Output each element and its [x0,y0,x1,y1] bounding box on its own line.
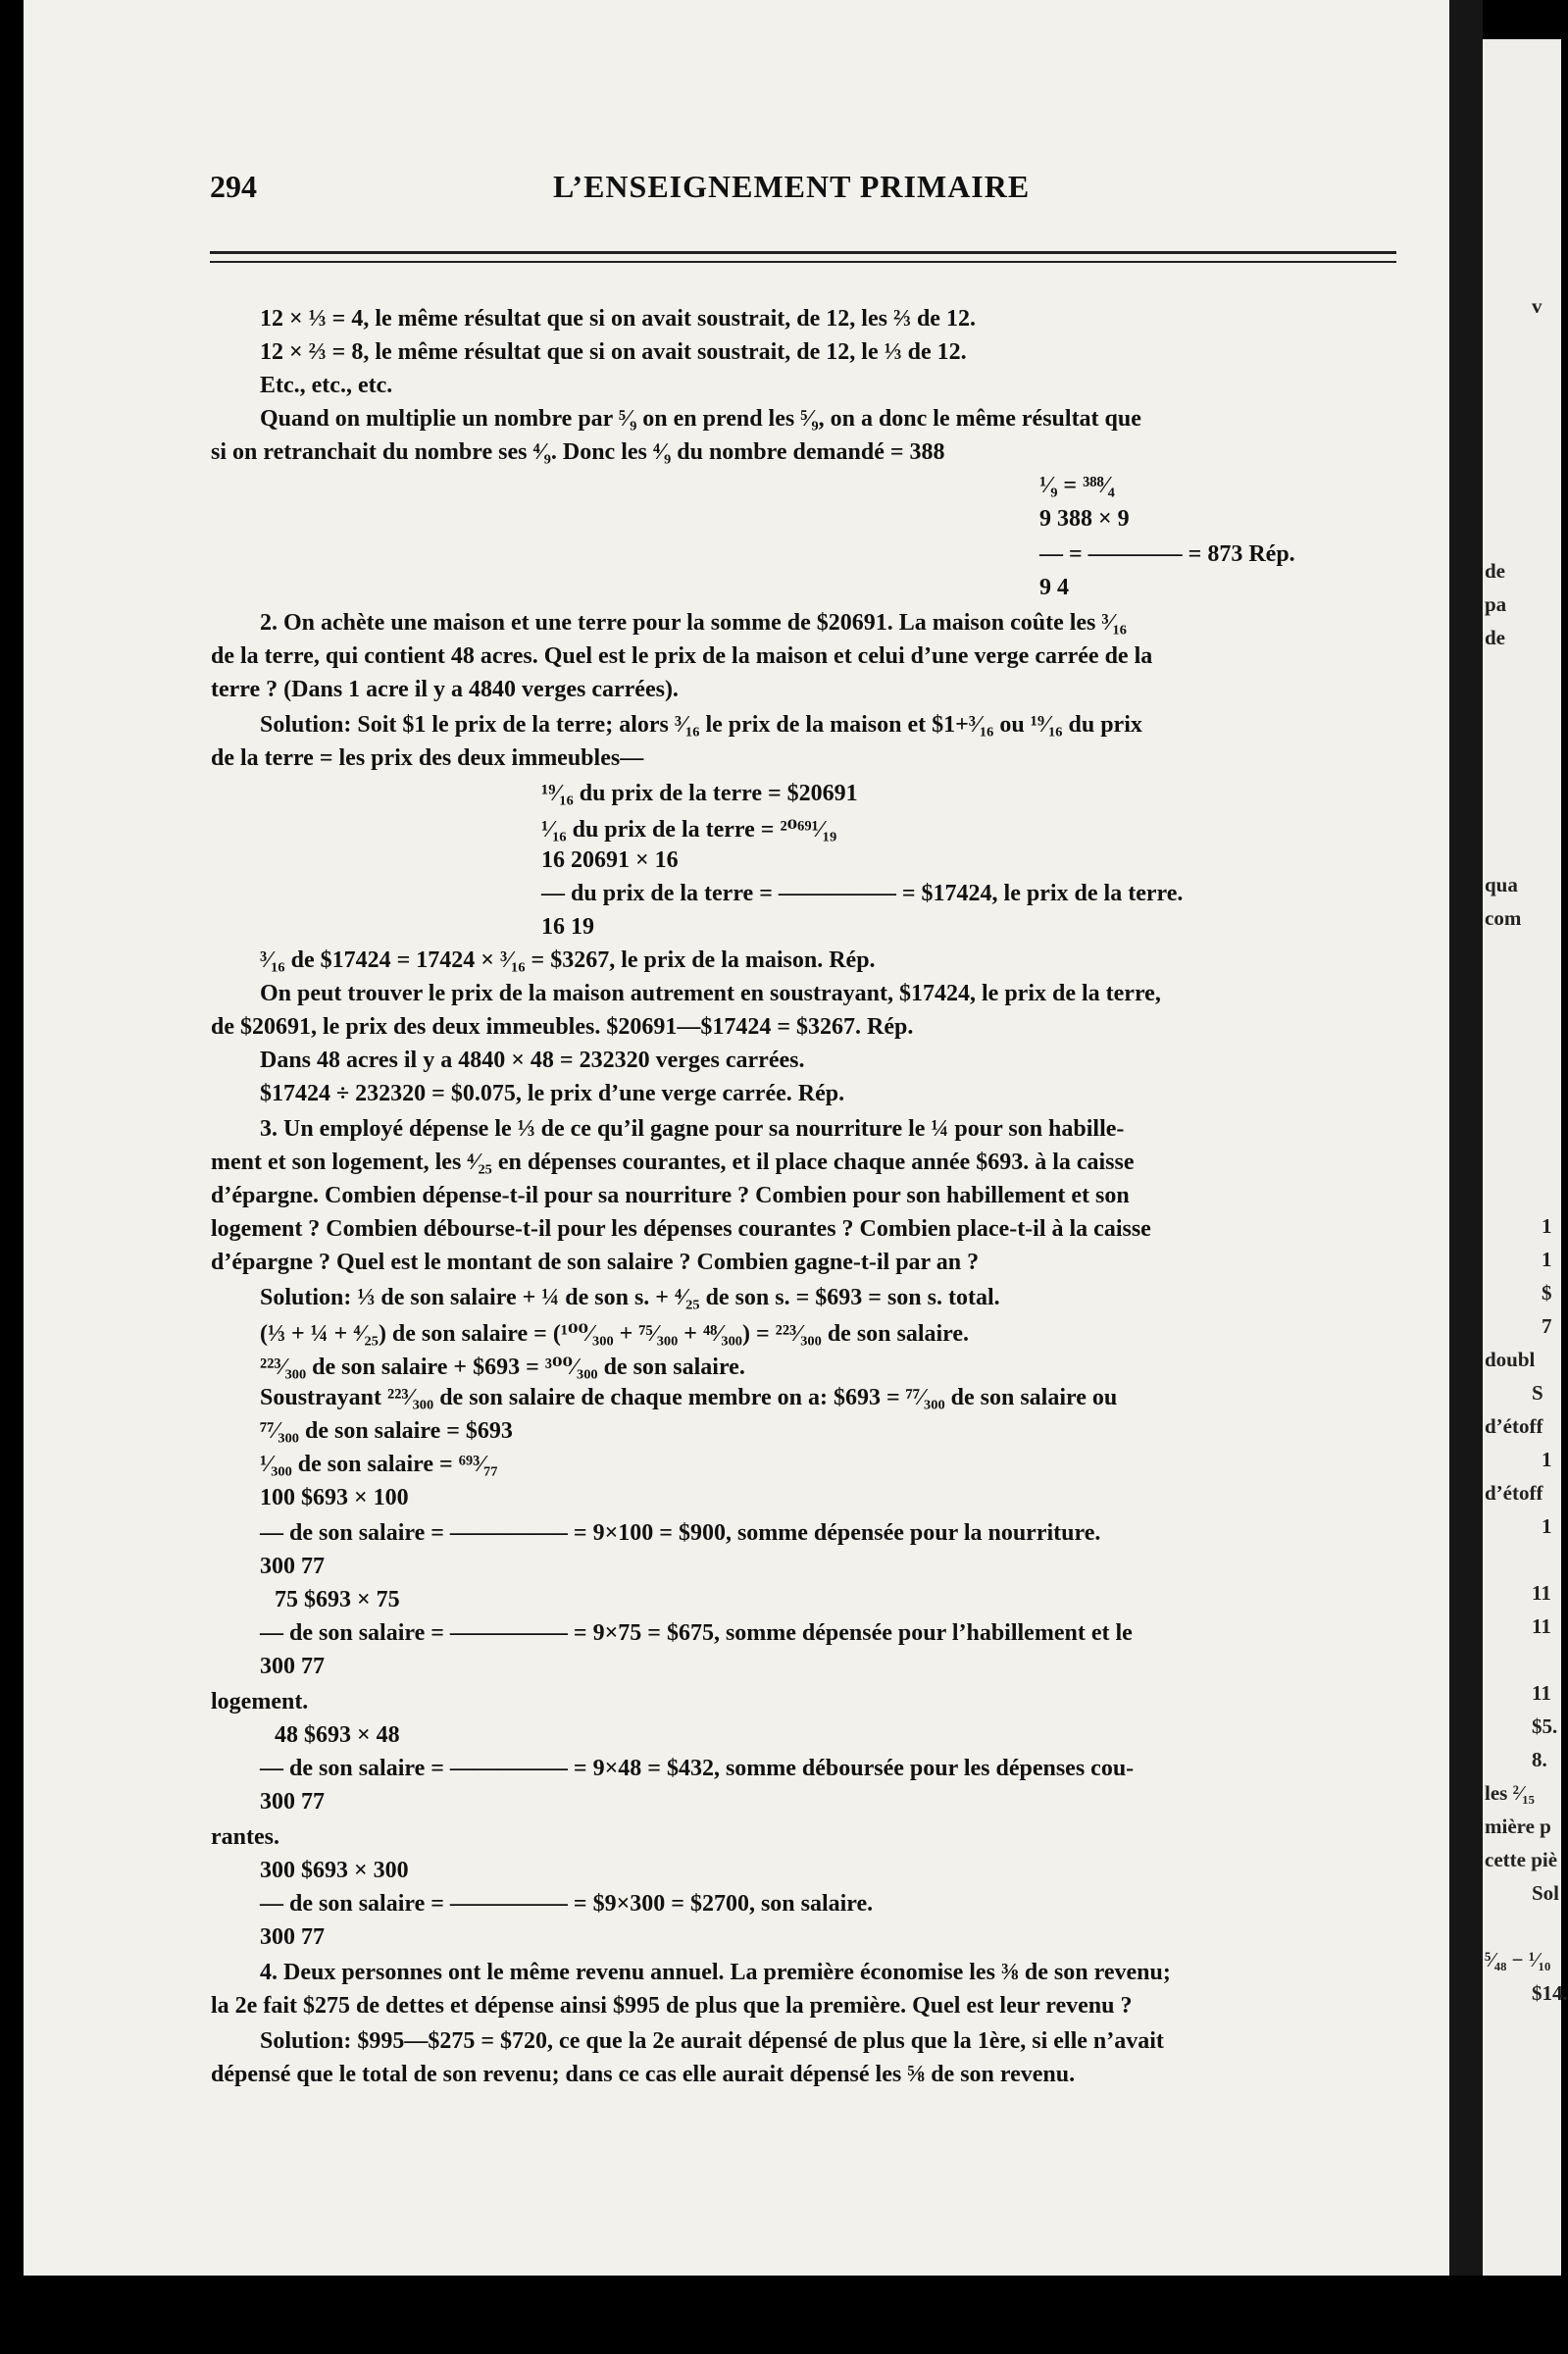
text-line: On peut trouver le prix de la maison autrement en soustrayant, $17424, le prix de la terre, [260,981,1161,1006]
text-line: rantes. [211,1824,279,1850]
text-line: la 2e fait $275 de dettes et dépense ainsi $995 de plus que la première. Quel est leur revenu ? [211,1993,1133,2019]
text-line: logement ? Combien débourse-t-il pour les dépenses courantes ? Combien place-t-il à la caisse [211,1216,1151,1242]
text-line: Solution: ⅓ de son salaire + ¼ de son s. + ⁴⁄₂₅ de son s. = $693 = son s. total. [260,1285,1000,1310]
text-line: 300 77 [260,1654,325,1679]
text-line: 300 77 [260,1554,325,1579]
text-line: 48 $693 × 48 [275,1722,400,1748]
facing-page-fragment: Sol [1532,1881,1560,1905]
text-line: — = ———— = 873 Rép. [1039,541,1295,567]
text-line: 75 $693 × 75 [275,1587,400,1612]
text-line: 12 × ⅔ = 8, le même résultat que si on avait soustrait, de 12, le ⅓ de 12. [260,339,967,365]
text-line: ⁷⁷⁄₃₀₀ de son salaire = $693 [260,1418,513,1444]
facing-page-fragment: qua [1485,873,1518,896]
header-rule-thin [210,261,1396,263]
facing-page-fragment: d’étoff [1485,1414,1543,1438]
text-line: Etc., etc., etc. [260,373,393,398]
text-line: si on retranchait du nombre ses ⁴⁄₉. Donc les ⁴⁄₉ du nombre demandé = 388 [211,439,945,465]
facing-page-fragment: d’étoff [1485,1481,1543,1505]
text-line: Dans 48 acres il y a 4840 × 48 = 232320 verges carrées. [260,1048,805,1073]
header-rule [210,251,1396,254]
text-line: — du prix de la terre = ————— = $17424, le prix de la terre. [541,881,1184,906]
facing-page-fragment: pa [1485,592,1507,616]
text-line: Quand on multiplie un nombre par ⁵⁄₉ on en prend les ⁵⁄₉, on a donc le même résultat que [260,406,1141,432]
text-line: $17424 ÷ 232320 = $0.075, le prix d’une verge carrée. Rép. [260,1081,845,1106]
text-line: Solution: Soit $1 le prix de la terre; alors ³⁄₁₆ le prix de la maison et $1+³⁄₁₆ ou ¹⁹⁄₁₆ du prix [260,712,1142,738]
text-line: ¹⁹⁄₁₆ du prix de la terre = $20691 [541,781,858,806]
text-line: — de son salaire = ————— = 9×48 = $432, somme déboursée pour les dépenses cou- [260,1756,1135,1781]
text-line: terre ? (Dans 1 acre il y a 4840 verges carrées). [211,677,679,702]
facing-page-fragment: ⁵⁄₄₈ − ¹⁄₁₀ [1485,1948,1551,1971]
scan-border [0,2276,1561,2354]
facing-page-fragment: 1 [1542,1248,1552,1271]
text-line: ¹⁄₉ = ³⁸⁸⁄₄ [1039,473,1115,498]
text-line: (⅓ + ¼ + ⁴⁄₂₅) de son salaire = (¹⁰⁰⁄₃₀₀ + ⁷⁵⁄₃₀₀ + ⁴⁸⁄₃₀₀) = ²²³⁄₃₀₀ de son salaire. [260,1321,970,1347]
text-line: ment et son logement, les ⁴⁄₂₅ en dépenses courantes, et il place chaque année $693. à la caisse [211,1150,1135,1175]
text-line: 300 77 [260,1789,325,1815]
facing-page-fragment: $5. [1532,1714,1558,1738]
facing-page-fragment: v [1532,294,1543,318]
text-line: 16 19 [541,914,594,940]
text-line: ¹⁄₁₆ du prix de la terre = ²⁰⁶⁹¹⁄₁₉ [541,817,837,843]
book-gutter [1449,0,1483,2276]
text-line: ³⁄₁₆ de $17424 = 17424 × ³⁄₁₆ = $3267, le prix de la maison. Rép. [260,947,876,973]
text-line: — de son salaire = ————— = $9×300 = $2700, son salaire. [260,1891,874,1917]
text-line: — de son salaire = ————— = 9×100 = $900, somme dépensée pour la nourriture. [260,1520,1101,1546]
text-line: 300 $693 × 300 [260,1858,409,1883]
text-line: 3. Un employé dépense le ⅓ de ce qu’il gagne pour sa nourriture le ¼ pour son habille- [260,1116,1125,1142]
page-number: 294 [210,169,257,204]
text-line: 9 4 [1039,575,1069,600]
facing-page-edge [1483,39,1568,2276]
text-line: ²²³⁄₃₀₀ de son salaire + $693 = ³⁰⁰⁄₃₀₀ de son salaire. [260,1355,745,1380]
text-line: Soustrayant ²²³⁄₃₀₀ de son salaire de chaque membre on a: $693 = ⁷⁷⁄₃₀₀ de son salaire ou [260,1385,1118,1410]
text-line: de $20691, le prix des deux immeubles. $20691—$17424 = $3267. Rép. [211,1014,914,1040]
facing-page-fragment: S [1532,1381,1543,1405]
facing-page-fragment: cette piè [1485,1848,1558,1871]
facing-page-fragment: 7 [1542,1314,1552,1338]
facing-page-fragment: 11 [1532,1681,1551,1705]
text-line: ¹⁄₃₀₀ de son salaire = ⁶⁹³⁄₇₇ [260,1452,498,1477]
text-line: 2. On achète une maison et une terre pour la somme de $20691. La maison coûte les ³⁄₁₆ [260,610,1127,636]
text-line: 9 388 × 9 [1039,506,1130,532]
facing-page-fragment: $ [1542,1281,1552,1305]
facing-page-fragment: com [1485,906,1522,930]
text-line: 12 × ⅓ = 4, le même résultat que si on avait soustrait, de 12, les ⅔ de 12. [260,306,976,332]
text-line: — de son salaire = ————— = 9×75 = $675, somme dépensée pour l’habillement et le [260,1620,1133,1646]
facing-page-fragment: mière p [1485,1815,1551,1838]
facing-page-fragment: 11 [1532,1614,1551,1638]
running-title: L’ENSEIGNEMENT PRIMAIRE [553,169,1031,204]
facing-page-fragment: 8. [1532,1748,1547,1771]
facing-page-fragment: $14. [1532,1981,1568,2005]
text-line: d’épargne. Combien dépense-t-il pour sa nourriture ? Combien pour son habillement et son [211,1183,1130,1208]
text-line: logement. [211,1689,309,1714]
facing-page-fragment: de [1485,559,1505,583]
book-page [24,0,1483,2276]
text-line: dépensé que le total de son revenu; dans ce cas elle aurait dépensé les ⅝ de son revenu. [211,2062,1076,2087]
facing-page-fragment: 11 [1532,1581,1551,1605]
text-line: d’épargne ? Quel est le montant de son salaire ? Combien gagne-t-il par an ? [211,1250,980,1275]
facing-page-fragment: 1 [1542,1214,1552,1238]
facing-page-fragment: 1 [1542,1514,1552,1538]
text-line: Solution: $995—$275 = $720, ce que la 2e aurait dépensé de plus que la 1ère, si elle n’avait [260,2028,1164,2054]
text-line: 100 $693 × 100 [260,1485,409,1510]
text-line: 300 77 [260,1924,325,1950]
facing-page-fragment: 1 [1542,1448,1552,1471]
text-line: 4. Deux personnes ont le même revenu annuel. La première économise les ⅜ de son revenu; [260,1960,1171,1985]
facing-page-fragment: doubl [1485,1348,1536,1371]
text-line: 16 20691 × 16 [541,847,679,873]
facing-page-fragment: les ²⁄₁₅ [1485,1781,1535,1805]
facing-page-fragment: de [1485,626,1505,649]
text-line: de la terre, qui contient 48 acres. Quel est le prix de la maison et celui d’une verge carrée de la [211,643,1153,669]
text-line: de la terre = les prix des deux immeubles— [211,745,644,771]
